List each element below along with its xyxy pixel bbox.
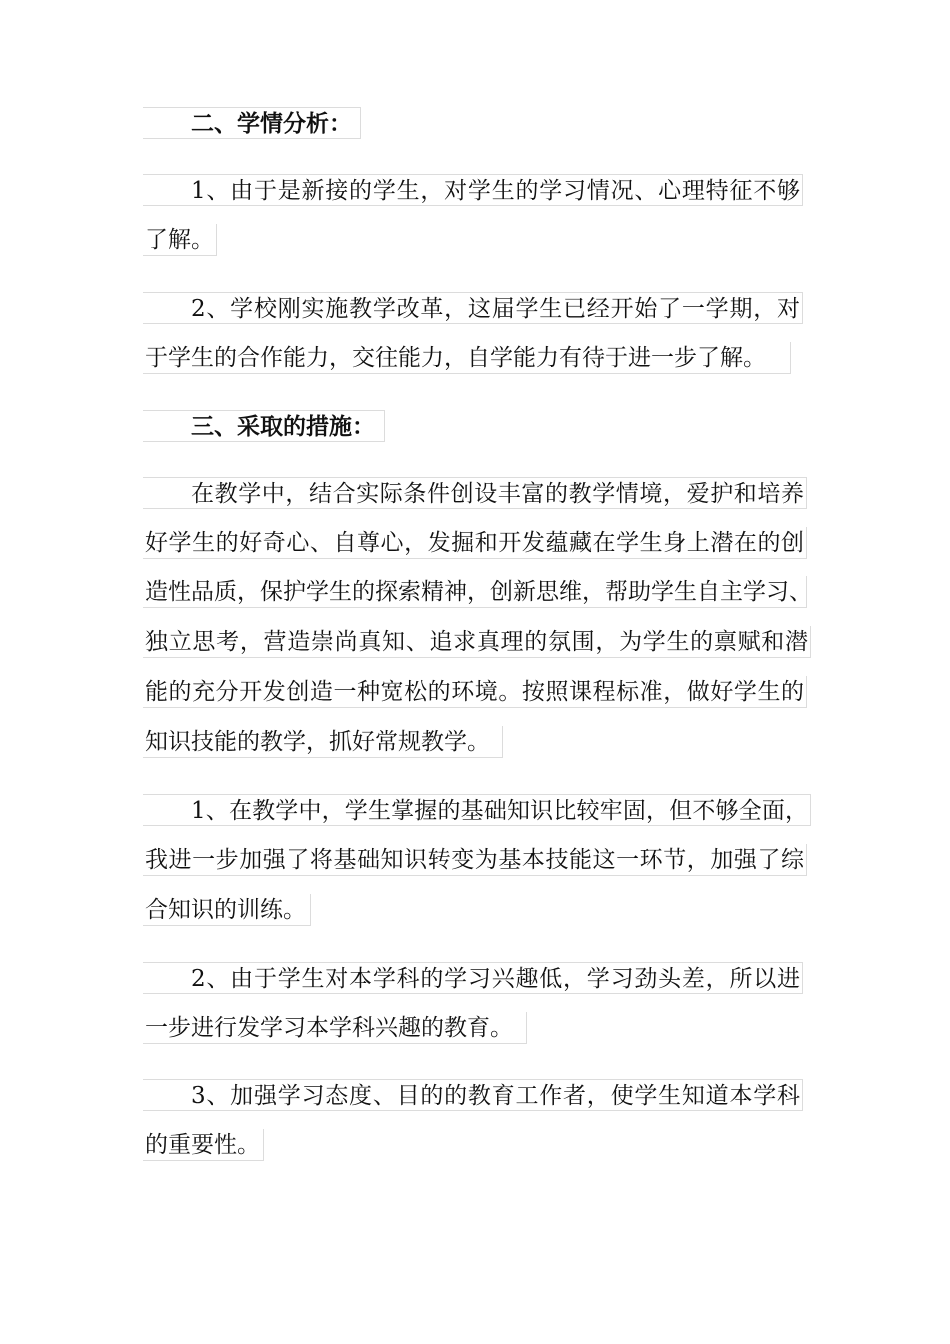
paragraph-line: 1、由于是新接的学生，对学生的学习情况、心理特征不够	[143, 174, 803, 206]
paragraph-line: 了解。	[143, 224, 217, 256]
paragraph-line: 知识技能的教学，抓好常规教学。	[143, 726, 503, 758]
paragraph-line: 合知识的训练。	[143, 894, 311, 926]
paragraph-line: 我进一步加强了将基础知识转变为基本技能这一环节，加强了综	[143, 844, 807, 876]
section-heading-measures: 三、采取的措施：	[143, 410, 385, 442]
paragraph-line: 好学生的好奇心、自尊心，发掘和开发蕴藏在学生身上潜在的创	[143, 527, 807, 559]
paragraph-line: 能的充分开发创造一种宽松的环境。按照课程标准，做好学生的	[143, 676, 807, 708]
section-heading-learning-analysis: 二、学情分析：	[143, 107, 361, 139]
paragraph-line: 2、由于学生对本学科的学习兴趣低，学习劲头差，所以进	[143, 962, 803, 994]
paragraph-line: 于学生的合作能力，交往能力，自学能力有待于进一步了解。	[143, 342, 791, 374]
paragraph-line: 独立思考，营造崇尚真知、追求真理的氛围，为学生的禀赋和潜	[143, 626, 811, 658]
paragraph-line: 3、加强学习态度、目的的教育工作者，使学生知道本学科	[143, 1079, 803, 1111]
paragraph-line: 的重要性。	[143, 1129, 264, 1161]
paragraph-line: 造性品质，保护学生的探索精神，创新思维，帮助学生自主学习、	[143, 576, 807, 608]
paragraph-line: 一步进行发学习本学科兴趣的教育。	[143, 1012, 527, 1044]
paragraph-line: 在教学中，结合实际条件创设丰富的教学情境，爱护和培养	[143, 477, 807, 509]
paragraph-line: 2、学校刚实施教学改革，这届学生已经开始了一学期，对	[143, 292, 803, 324]
paragraph-line: 1、在教学中，学生掌握的基础知识比较牢固，但不够全面，	[143, 794, 811, 826]
